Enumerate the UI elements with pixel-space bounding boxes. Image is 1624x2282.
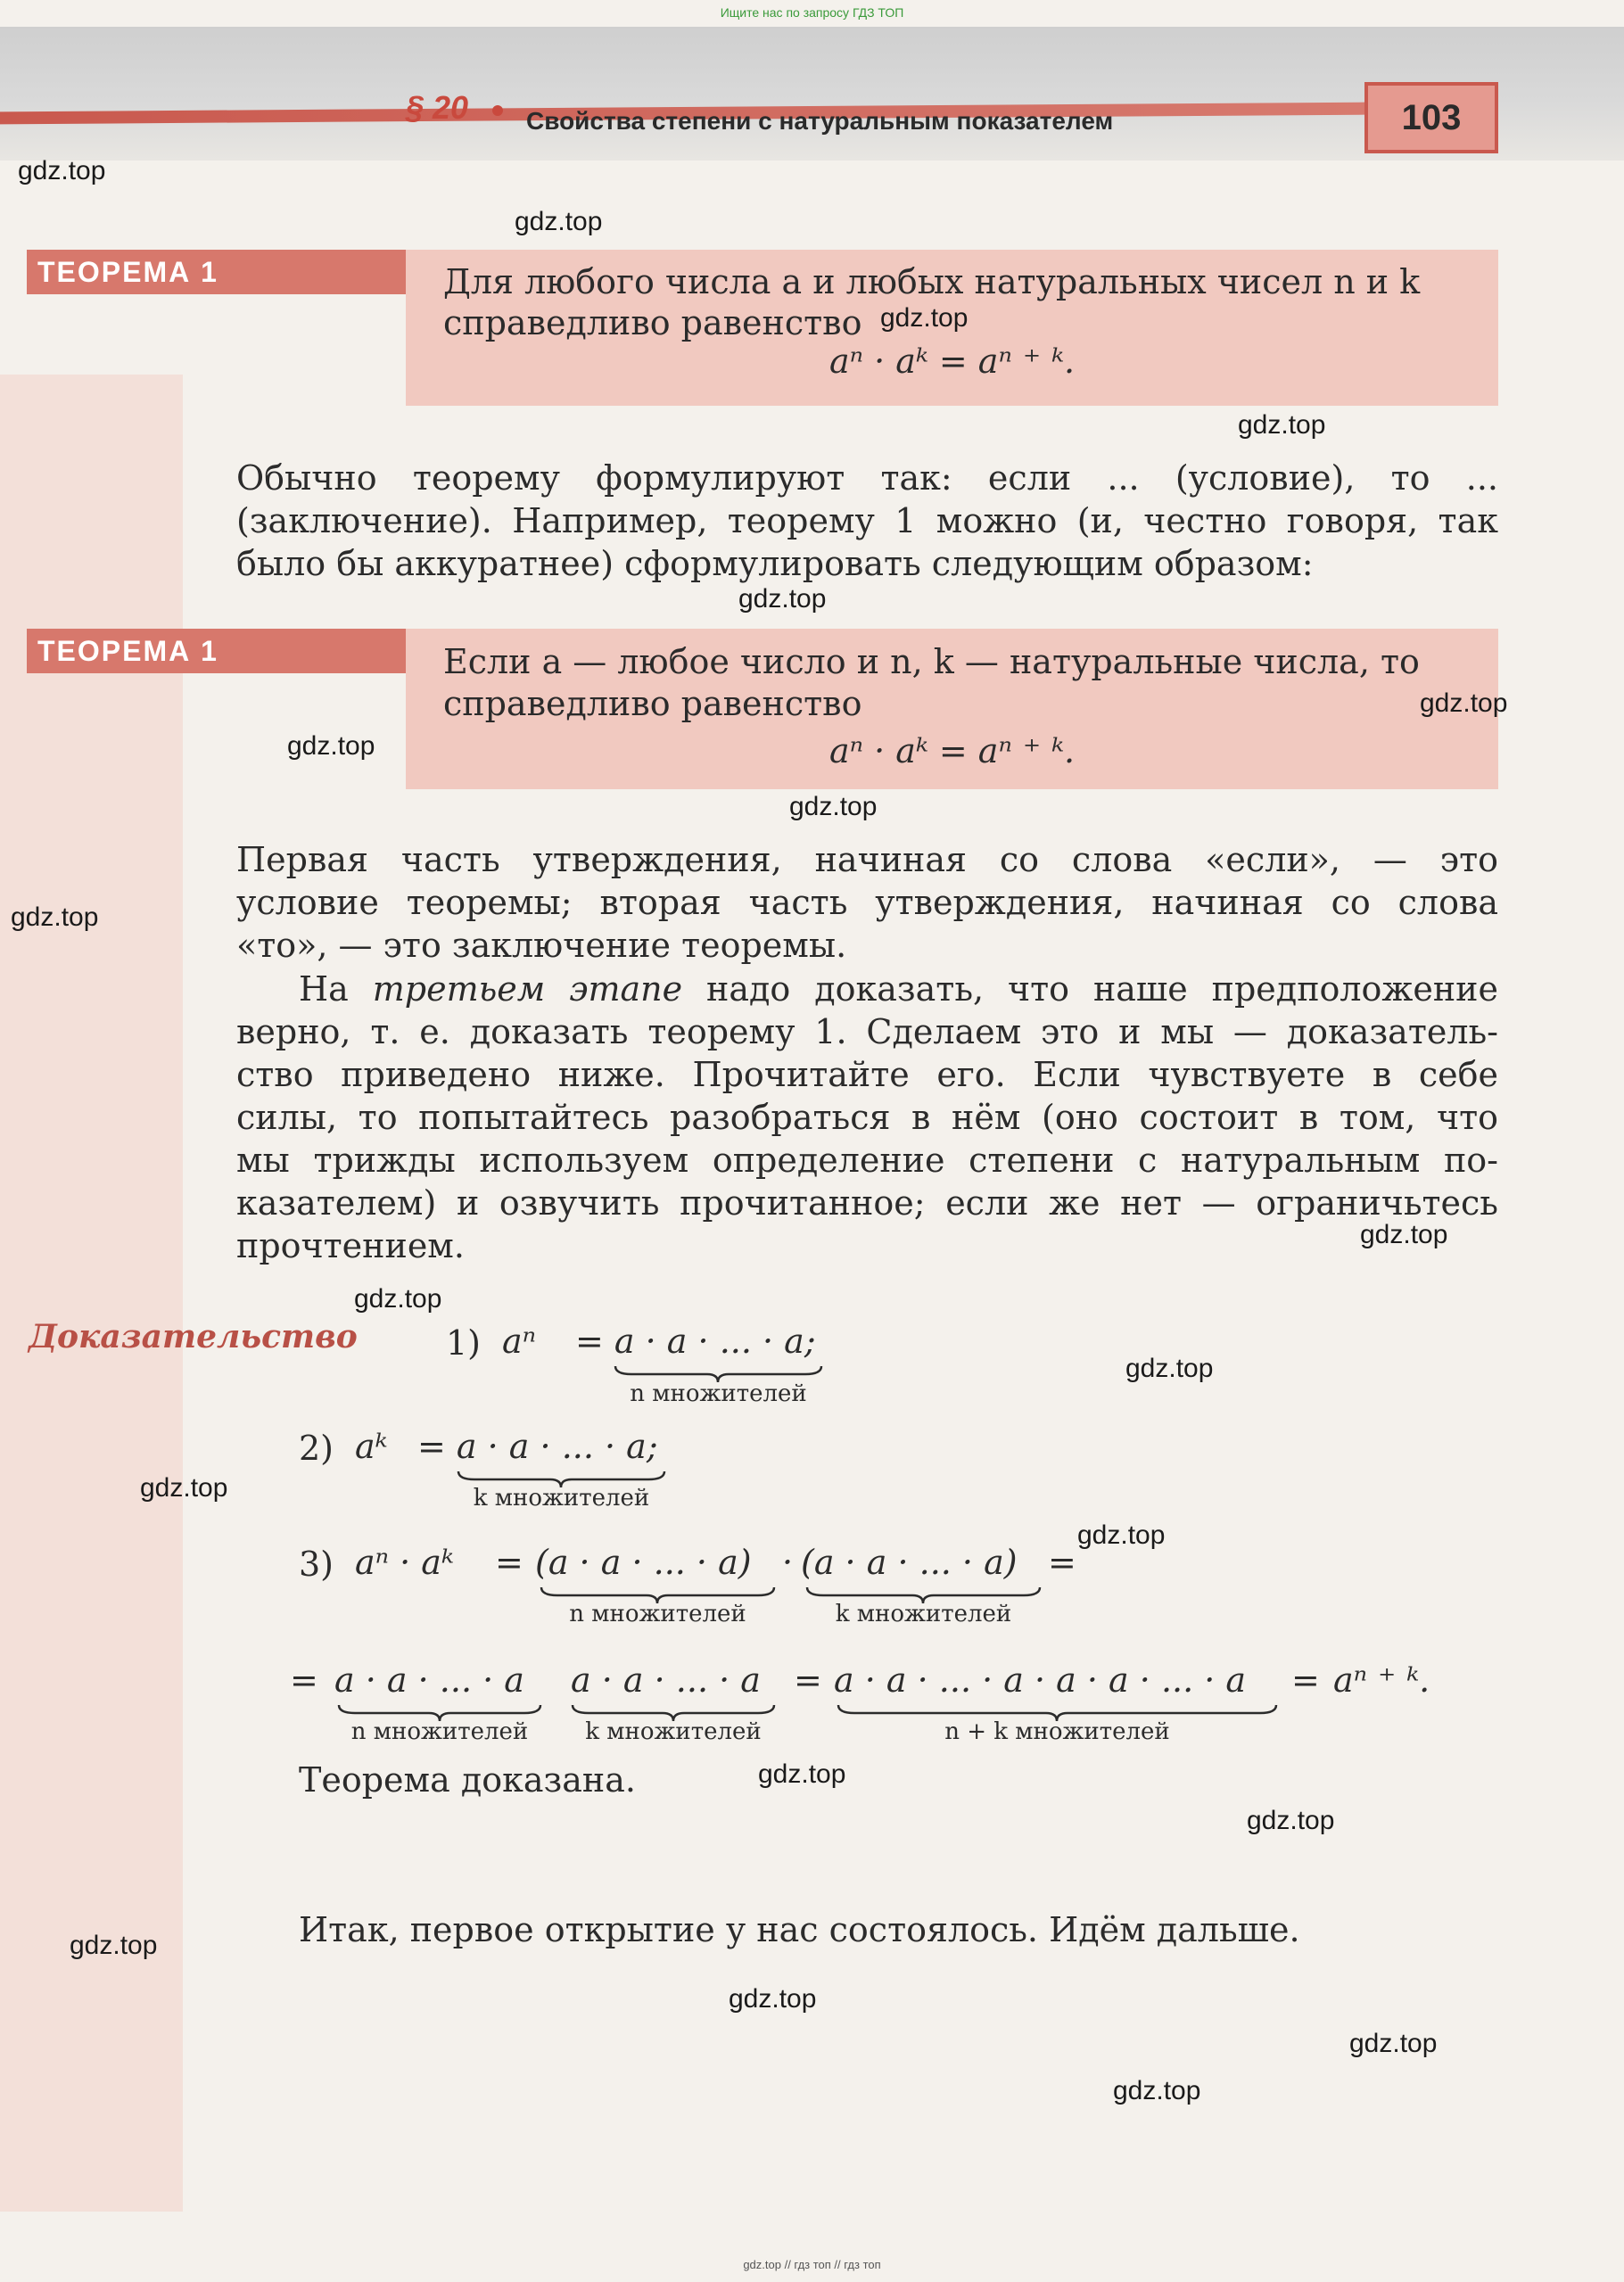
paragraph-line — [299, 968, 1498, 1010]
paragraph-line: казателем) и озвучить прочитанное; если же нет — ограничьтесь — [236, 1183, 1498, 1223]
paragraph-line: (заключение). Например, теорему 1 можно (и, честно говоря, так — [236, 501, 1498, 540]
watermark: gdz.top — [1360, 1220, 1448, 1249]
proof-result: aⁿ ⁺ ᵏ. — [1333, 1660, 1430, 1700]
proof-step-rhs: = a · a · ... · a; — [417, 1427, 658, 1466]
watermark: gdz.top — [1349, 2029, 1438, 2058]
proof-step-lhs: aⁿ — [502, 1322, 537, 1361]
proof-step-lhs: aⁿ · aᵏ — [355, 1543, 454, 1582]
paragraph-line: Первая часть утверждения, начиная со слова «если», — это — [236, 840, 1498, 879]
section-bullet-icon — [492, 105, 503, 116]
proof-conclusion: Теорема доказана. — [299, 1760, 636, 1800]
theorem-label: ТЕОРЕМА 1 — [27, 250, 406, 294]
proof-step-number: 1) — [446, 1323, 482, 1363]
paragraph-line: силы, то попытайтесь разобраться в нём (оно состоит в том, что — [236, 1098, 1498, 1137]
watermark: gdz.top — [729, 1984, 817, 2014]
theorem-text-line: Если a — любое число и n, k — натуральные числа, то — [443, 642, 1420, 681]
proof-equals: = — [290, 1660, 318, 1700]
proof-label: Доказательство — [29, 1318, 358, 1355]
underbrace-label: k множителей — [835, 1601, 1012, 1627]
watermark: gdz.top — [140, 1473, 228, 1503]
watermark: gdz.top — [287, 731, 375, 761]
watermark: gdz.top — [70, 1931, 158, 1960]
paragraph-line: мы трижды используем определение степени с натуральным по- — [236, 1141, 1498, 1180]
watermark: gdz.top — [1420, 688, 1508, 718]
page-number: 103 — [1364, 82, 1498, 153]
proof-group: a · a · ... · a — [334, 1660, 524, 1700]
theorem-label: ТЕОРЕМА 1 — [27, 629, 406, 673]
watermark: gdz.top — [515, 207, 603, 236]
paragraph-line: верно, т. е. доказать теорему 1. Сделаем это и мы — доказатель- — [236, 1012, 1498, 1051]
proof-step-number: 3) — [299, 1545, 334, 1584]
proof-group: (a · a · ... · a) — [535, 1543, 752, 1582]
paragraph-line: ство приведено ниже. Прочитайте его. Если чувствуете в себе — [236, 1055, 1498, 1094]
proof-equals: = — [495, 1543, 523, 1582]
proof-group: (a · a · ... · a) — [801, 1543, 1018, 1582]
watermark: gdz.top — [880, 303, 969, 333]
proof-step-lhs: aᵏ — [355, 1427, 388, 1466]
watermark: gdz.top — [1125, 1354, 1214, 1383]
paragraph-line: Обычно теорему формулируют так: если ... (условие), то ... — [236, 458, 1498, 498]
theorem-text-line: справедливо равенство — [443, 684, 862, 723]
underbrace-label: n множителей — [630, 1380, 807, 1407]
paragraph-line: прочтением. — [236, 1226, 465, 1265]
paragraph-line: условие теоремы; вторая часть утверждения, начиная со слова — [236, 883, 1498, 922]
emphasis-text: третьем этапе — [372, 969, 683, 1009]
underbrace-label: n + k множителей — [944, 1718, 1170, 1745]
underbrace-label: k множителей — [585, 1718, 762, 1745]
paragraph-line: было бы аккуратнее) сформулировать следующим образом: — [236, 544, 1314, 583]
watermark: gdz.top — [354, 1284, 442, 1314]
watermark: gdz.top — [758, 1759, 846, 1789]
proof-step-rhs: = a · a · ... · a; — [575, 1322, 816, 1361]
proof-dot: · — [782, 1543, 794, 1582]
paragraph-text: На — [299, 969, 373, 1009]
watermark: gdz.top — [18, 156, 106, 185]
proof-equals: = — [794, 1660, 822, 1700]
top-banner: Ищите нас по запросу ГДЗ ТОП — [720, 5, 904, 20]
proof-group: a · a · ... · a — [571, 1660, 761, 1700]
underbrace-label: n множителей — [569, 1601, 746, 1627]
proof-group: a · a · ... · a · a · a · ... · a — [834, 1660, 1247, 1700]
section-number: § 20 — [406, 89, 469, 126]
paragraph-line: «то», — это заключение теоремы. — [236, 926, 847, 965]
theorem-formula: aⁿ · aᵏ = aⁿ ⁺ ᵏ. — [829, 342, 1076, 381]
underbrace-label: n множителей — [350, 1718, 529, 1745]
underbrace-label: k множителей — [473, 1485, 650, 1512]
watermark: gdz.top — [738, 584, 827, 614]
proof-equals: = — [1048, 1543, 1076, 1582]
proof-step-number: 2) — [299, 1429, 334, 1468]
theorem-text-line: справедливо равенство — [443, 303, 862, 342]
watermark: gdz.top — [1077, 1520, 1166, 1550]
watermark: gdz.top — [11, 902, 99, 932]
watermark: gdz.top — [1113, 2076, 1201, 2105]
proof-equals: = — [1291, 1660, 1320, 1700]
watermark: gdz.top — [1247, 1806, 1335, 1835]
watermark: gdz.top — [1238, 410, 1326, 440]
watermark: gdz.top — [789, 792, 878, 821]
paragraph-text: надо доказать, что наше предположение — [682, 969, 1499, 1009]
bottom-banner: gdz.top // гдз топ // гдз топ — [743, 2258, 881, 2271]
theorem-formula: aⁿ · aᵏ = aⁿ ⁺ ᵏ. — [829, 731, 1076, 770]
section-title: Свойства степени с натуральным показателем — [526, 107, 1114, 135]
theorem-text-line: Для любого числа a и любых натуральных чисел n и k — [443, 262, 1421, 301]
closing-sentence: Итак, первое открытие у нас состоялось. Идём дальше. — [299, 1910, 1300, 1949]
